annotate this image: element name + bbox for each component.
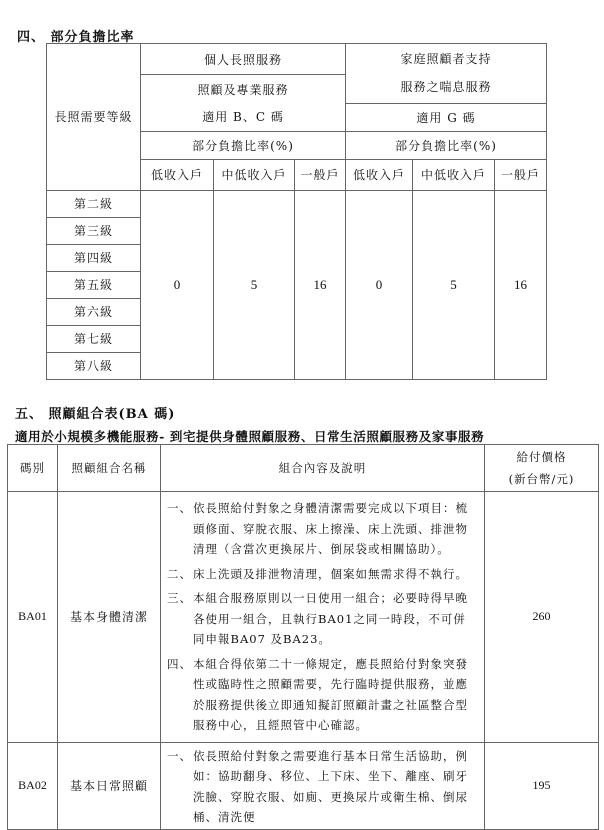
care-combination-table xyxy=(7,444,599,830)
header-name: 照顧組合名稱 xyxy=(58,445,161,492)
group-title-respite xyxy=(346,44,547,104)
header-price-line1: 給付價格 xyxy=(516,450,567,464)
item-text: 床上洗頭及排泄物清理，個案如無需求得不執行。 xyxy=(193,566,468,581)
item-text: 依長照給付對象之身體清潔需要完成以下項目：梳頭修面、穿脫衣服、床上擦澡、床上洗頭、排泄物清理（含當次更換尿片、倒尿袋或相關協助）。 xyxy=(193,501,468,556)
content-cell xyxy=(161,492,485,743)
rate-value: 5 xyxy=(214,190,295,379)
grade-cell: 第五級 xyxy=(47,271,141,298)
copayment-rate-table xyxy=(46,43,547,380)
grade-cell: 第三級 xyxy=(47,217,141,244)
code-cell: BA02 xyxy=(8,742,58,829)
rate-value: 16 xyxy=(495,190,547,379)
col-mid-low-income: 中低收入戶 xyxy=(413,159,495,190)
item-text: 依長照給付對象之需要進行基本日常生活協助，例如：協助翻身、移位、上下床、坐下、離座、刷牙洗臉、穿脫衣服、如廁、更換尿片或衛生棉、倒尿桶、清洗便 xyxy=(193,748,468,824)
grade-cell: 第二級 xyxy=(47,190,141,217)
group-subtitle-personal-care: 照顧及專業服務 xyxy=(141,75,346,104)
rate-value: 0 xyxy=(141,190,214,379)
name-cell: 基本身體清潔 xyxy=(58,492,161,743)
group-codes-respite: 適用 G 碼 xyxy=(346,103,547,131)
header-price-line2: (新台幣/元) xyxy=(508,472,575,486)
table-row xyxy=(8,492,599,743)
rate-label-personal-care: 部分負擔比率(%) xyxy=(141,131,346,159)
item-marker: 三、 xyxy=(167,591,192,605)
header-price xyxy=(485,445,599,492)
header-code: 碼別 xyxy=(8,445,58,492)
col-general: 一般戶 xyxy=(495,159,547,190)
rate-value: 0 xyxy=(346,190,413,379)
row-header-care-level: 長照需要等級 xyxy=(47,44,141,191)
grade-cell: 第六級 xyxy=(47,298,141,325)
section-5-subheading: 適用於小規模多機能服務- 到宅提供身體照顧服務、日常生活照顧服務及家事服務 xyxy=(15,429,485,444)
item-marker: 二、 xyxy=(167,566,192,581)
section-4-heading: 四、 部分負擔比率 xyxy=(17,30,135,45)
grade-cell: 第八級 xyxy=(47,352,141,379)
item-text: 本組合得依第二十一條規定，應長照給付對象突發性或臨時性之照顧需要，先行臨時提供服務，並應於服務提供後立即通知擬訂照顧計畫之社區整合型服務中心，且經照管中心確認。 xyxy=(193,656,468,732)
col-general: 一般戶 xyxy=(295,159,346,190)
col-low-income: 低收入戶 xyxy=(346,159,413,190)
code-cell: BA01 xyxy=(8,492,58,743)
name-cell: 基本日常照顧 xyxy=(58,742,161,829)
group-codes-personal-care: 適用 B、C 碼 xyxy=(141,103,346,131)
rate-value: 16 xyxy=(295,190,346,379)
rate-label-respite: 部分負擔比率(%) xyxy=(346,131,547,159)
list-item xyxy=(167,498,476,560)
item-text: 本組合服務原則以一日使用一組合；必要時得早晚各使用一組合，且執行BA01之同一時段，不可併同申報BA07 及BA23。 xyxy=(193,591,468,646)
col-low-income: 低收入戶 xyxy=(141,159,214,190)
table-row xyxy=(8,742,599,829)
grade-cell: 第七級 xyxy=(47,325,141,352)
respite-title-line2: 服務之喘息服務 xyxy=(400,80,492,95)
list-item xyxy=(167,654,476,736)
price-cell: 195 xyxy=(485,742,599,829)
list-item xyxy=(167,746,476,828)
item-marker: 一、 xyxy=(167,501,192,515)
list-item xyxy=(167,588,476,650)
section-5-heading: 五、 照顧組合表(BA 碼) xyxy=(15,407,176,422)
list-item xyxy=(167,564,476,585)
item-marker: 一、 xyxy=(167,748,192,763)
content-cell xyxy=(161,742,485,829)
header-content: 組合內容及說明 xyxy=(161,445,485,492)
col-mid-low-income: 中低收入戶 xyxy=(214,159,295,190)
group-title-personal-care: 個人長照服務 xyxy=(141,44,346,75)
item-marker: 四、 xyxy=(167,656,192,671)
respite-title-line1: 家庭照顧者支持 xyxy=(400,52,492,67)
price-cell: 260 xyxy=(485,492,599,743)
grade-cell: 第四級 xyxy=(47,244,141,271)
rate-value: 5 xyxy=(413,190,495,379)
